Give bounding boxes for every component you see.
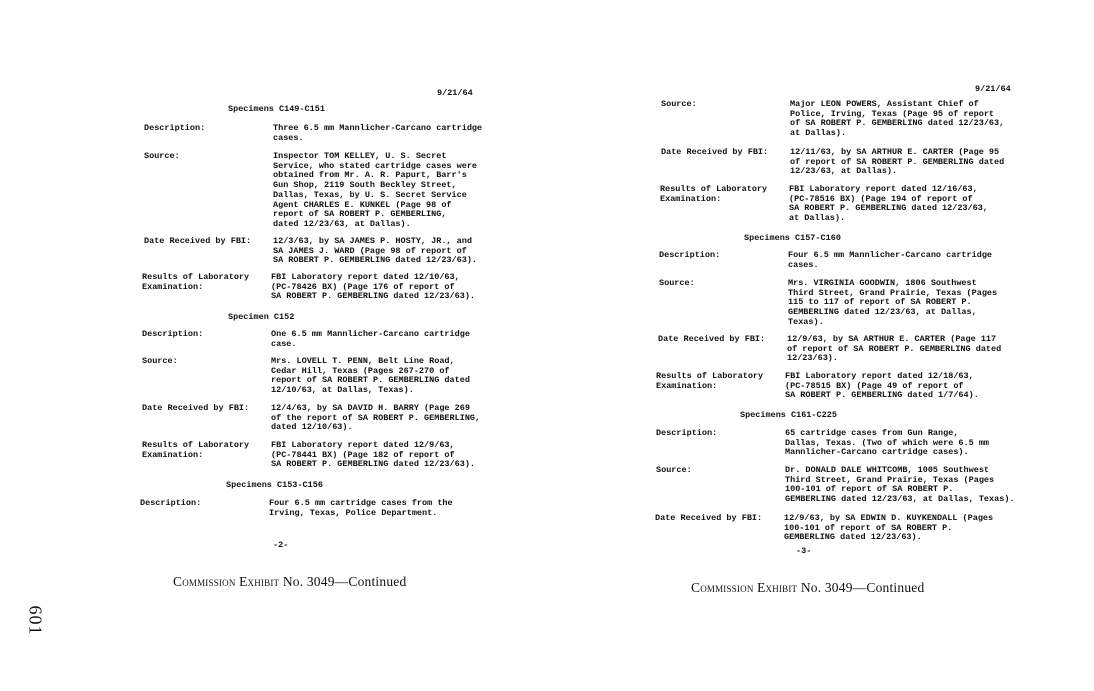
entry-value-line: Dallas, Texas, by U. S. Secret Service (273, 189, 467, 200)
entry-value-line: 100-101 of report of SA ROBERT P. (784, 522, 953, 533)
entry-value (789, 185, 988, 224)
entry-label-line: Source: (659, 278, 695, 288)
specimen-group-title: Specimens C149-C151 (228, 104, 325, 114)
entry-value-line: Dallas, Texas. (Two of which were 6.5 mm (785, 437, 990, 448)
document-date: 9/21/64 (975, 84, 1011, 94)
entry-value-line: 12/10/63, at Dallas, Texas). (271, 385, 414, 396)
entry-label (144, 237, 251, 247)
entry-value-line: SA ROBERT P. GEMBERLING dated 1/7/64). (785, 390, 979, 401)
entry-value (788, 251, 992, 270)
entry-value (790, 148, 1004, 177)
entry-label-line: Results of Laboratory (660, 184, 768, 194)
entry-label (142, 441, 249, 460)
entry-value-line: 12/9/63, by SA EDWIN D. KUYKENDALL (Pages (784, 513, 994, 523)
entry-label-line: Source: (656, 465, 692, 475)
entry-value-line: of report of SA ROBERT P. GEMBERLING dated (790, 156, 1005, 167)
entry-value (269, 499, 453, 518)
entry-value-line: FBI Laboratory report dated 12/9/63, (271, 440, 455, 450)
entry-value-line: report of SA ROBERT P. GEMBERLING, (273, 209, 447, 220)
entry-value (788, 279, 997, 328)
entry-value-line: Police, Irving, Texas (Page 95 of report (790, 108, 995, 119)
entry-value-line: Mannlicher-Carcano cartridge cases). (785, 447, 969, 458)
entry-label (142, 273, 249, 292)
entry-value-line: Mrs. LOVELL T. PENN, Belt Line Road, (271, 356, 455, 366)
entry-value-line: (PC-78441 BX) (Page 182 of report of (271, 449, 455, 460)
entry-value (271, 330, 470, 349)
specimen-group-title: Specimen C152 (228, 312, 295, 322)
margin-page-number: 601 (25, 605, 46, 636)
entry-label-line: Description: (140, 498, 202, 508)
entry-value-line: Cedar Hill, Texas (Pages 267-270 of (271, 365, 450, 376)
entry-value-line: Mrs. VIRGINIA GOODWIN, 1806 Southwest (788, 278, 977, 288)
entry-value-line: FBI Laboratory report dated 12/16/63, (789, 184, 978, 194)
entry-value-line: obtained from Mr. A. R. Papurt, Barr's (273, 170, 467, 181)
entry-value-line: Four 6.5 mm cartridge cases from the (269, 498, 453, 508)
entry-value-line: Major LEON POWERS, Assistant Chief of (790, 99, 979, 109)
entry-label (659, 279, 695, 289)
entry-label-line: Description: (656, 428, 718, 438)
entry-value-line: 100-101 of report of SA ROBERT P. (785, 484, 954, 495)
entry-label-line: Examination: (142, 449, 204, 460)
entry-value (271, 404, 480, 433)
entry-value-line: SA ROBERT P. GEMBERLING dated 12/23/63). (273, 255, 478, 266)
entry-value-line: of SA ROBERT P. GEMBERLING dated 12/23/63, (790, 118, 1005, 129)
entry-label-line: Description: (144, 123, 206, 133)
entry-value-line: Three 6.5 mm Mannlicher-Carcano cartridge (273, 123, 483, 133)
entry-value (785, 372, 979, 401)
entry-value-line: cases. (273, 132, 304, 143)
entry-value (273, 152, 477, 230)
caption-suffix: No. 3049—Continued (282, 574, 407, 589)
entry-label (661, 100, 697, 110)
entry-value (271, 357, 470, 396)
entry-value-line: SA ROBERT P. GEMBERLING dated 12/23/63). (271, 459, 476, 470)
caption-suffix: No. 3049—Continued (800, 580, 925, 595)
entry-value (271, 441, 475, 470)
entry-value (273, 237, 477, 266)
entry-label-line: Results of Laboratory (142, 272, 250, 282)
exhibit-caption (691, 580, 924, 596)
exhibit-caption (173, 574, 406, 590)
entry-label-line: Date Received by FBI: (142, 403, 250, 413)
entry-label-line: Date Received by FBI: (655, 513, 763, 523)
entry-value-line: SA ROBERT P. GEMBERLING dated 12/23/63, (789, 203, 988, 214)
entry-label-line: Date Received by FBI: (144, 236, 252, 246)
entry-value-line: 12/23/63, at Dallas). (790, 166, 898, 177)
entry-value-line: of the report of SA ROBERT P. GEMBERLING, (271, 412, 481, 423)
entry-value-line: at Dallas). (790, 128, 847, 139)
entry-label (656, 372, 763, 391)
entry-label (656, 429, 717, 439)
entry-value-line: FBI Laboratory report dated 12/18/63, (785, 371, 974, 381)
entry-value-line: Irving, Texas, Police Department. (269, 507, 438, 518)
entry-value-line: (PC-78516 BX) (Page 194 of report of (789, 193, 973, 204)
entry-value-line: Four 6.5 mm Mannlicher-Carcano cartridge (788, 250, 993, 260)
entry-label (655, 514, 762, 524)
entry-value (785, 429, 989, 458)
entry-value-line: of report of SA ROBERT P. GEMBERLING dated (787, 343, 1002, 354)
entry-value-line: 12/4/63, by SA DAVID H. BARRY (Page 269 (271, 403, 470, 413)
entry-label-line: Description: (659, 250, 721, 260)
entry-label-line: Examination: (656, 380, 718, 391)
caption-prefix: Commission Exhibit (691, 580, 798, 595)
entry-label-line: Source: (661, 99, 697, 109)
entry-value-line: SA JAMES J. WARD (Page 98 of report of (273, 245, 467, 256)
entry-value-line: 12/3/63, by SA JAMES P. HOSTY, JR., and (273, 236, 472, 246)
entry-value-line: Third Street, Grand Prairie, Texas (Pages (785, 474, 995, 485)
entry-value-line: 12/11/63, by SA ARTHUR E. CARTER (Page 95 (790, 147, 1000, 157)
entry-label-line: Source: (142, 356, 178, 366)
entry-label (142, 357, 178, 367)
right-document-page (547, 0, 1094, 691)
specimen-group-title: Specimens C157-C160 (744, 233, 841, 243)
entry-label-line: Date Received by FBI: (658, 334, 766, 344)
entry-value-line: report of SA ROBERT P. GEMBERLING dated (271, 375, 470, 386)
entry-value-line: 65 cartridge cases from Gun Range, (785, 428, 959, 438)
entry-value-line: SA ROBERT P. GEMBERLING dated 12/23/63). (271, 291, 476, 302)
entry-label (144, 152, 180, 162)
entry-label (658, 335, 765, 345)
entry-value-line: Gun Shop, 2119 South Beckley Street, (273, 180, 457, 191)
entry-label (142, 330, 203, 340)
entry-value-line: dated 12/10/63). (271, 422, 353, 433)
entry-value-line: cases. (788, 259, 819, 270)
entry-label-line: Description: (142, 329, 204, 339)
page-number: -3- (796, 546, 812, 556)
document-date: 9/21/64 (437, 88, 473, 98)
entry-value-line: 115 to 117 of report of SA ROBERT P. (788, 297, 972, 308)
entry-value-line: One 6.5 mm Mannlicher-Carcano cartridge (271, 329, 470, 339)
entry-value-line: Service, who stated cartridge cases were (273, 160, 478, 171)
caption-prefix: Commission Exhibit (173, 574, 280, 589)
entry-label-line: Results of Laboratory (142, 440, 250, 450)
entry-value (785, 466, 1015, 505)
entry-value-line: (PC-78426 BX) (Page 176 of report of (271, 281, 455, 292)
entry-value (273, 124, 482, 143)
entry-value-line: Inspector TOM KELLEY, U. S. Secret (273, 151, 447, 161)
entry-value (271, 273, 475, 302)
entry-value-line: dated 12/23/63, at Dallas). (273, 218, 411, 229)
entry-value-line: Texas). (788, 316, 824, 327)
entry-value-line: GEMBERLING dated 12/23/63). (784, 532, 922, 543)
entry-value-line: GEMBERLING dated 12/23/63, at Dallas, (788, 307, 977, 318)
entry-value-line: GEMBERLING dated 12/23/63, at Dallas, Texas). (785, 494, 1015, 505)
entry-value (784, 514, 993, 543)
entry-value-line: FBI Laboratory report dated 12/10/63, (271, 272, 460, 282)
entry-label (144, 124, 205, 134)
entry-label (656, 466, 692, 476)
entry-value-line: Third Street, Grand Prairie, Texas (Pages (788, 287, 998, 298)
entry-value (787, 335, 1001, 364)
entry-value-line: at Dallas). (789, 213, 846, 224)
entry-label-line: Examination: (660, 193, 722, 204)
specimen-group-title: Specimens C153-C156 (226, 480, 323, 490)
entry-value-line: case. (271, 338, 297, 349)
page-number: -2- (273, 540, 289, 550)
entry-value-line: (PC-78515 BX) (Page 49 of report of (785, 380, 964, 391)
specimen-group-title: Specimens C161-C225 (740, 410, 837, 420)
entry-label-line: Results of Laboratory (656, 371, 764, 381)
entry-value-line: Dr. DONALD DALE WHITCOMB, 1005 Southwest (785, 465, 990, 475)
entry-value (790, 100, 1004, 139)
entry-label-line: Date Received by FBI: (661, 147, 769, 157)
entry-label (661, 148, 768, 158)
entry-label-line: Source: (144, 151, 180, 161)
entry-label (659, 251, 720, 261)
entry-value-line: 12/23/63). (787, 353, 839, 364)
entry-label (660, 185, 767, 204)
entry-label (140, 499, 201, 509)
entry-value-line: Agent CHARLES E. KUNKEL (Page 98 of (273, 199, 452, 210)
entry-label (142, 404, 249, 414)
entry-value-line: 12/9/63, by SA ARTHUR E. CARTER (Page 117 (787, 334, 997, 344)
entry-label-line: Examination: (142, 281, 204, 292)
